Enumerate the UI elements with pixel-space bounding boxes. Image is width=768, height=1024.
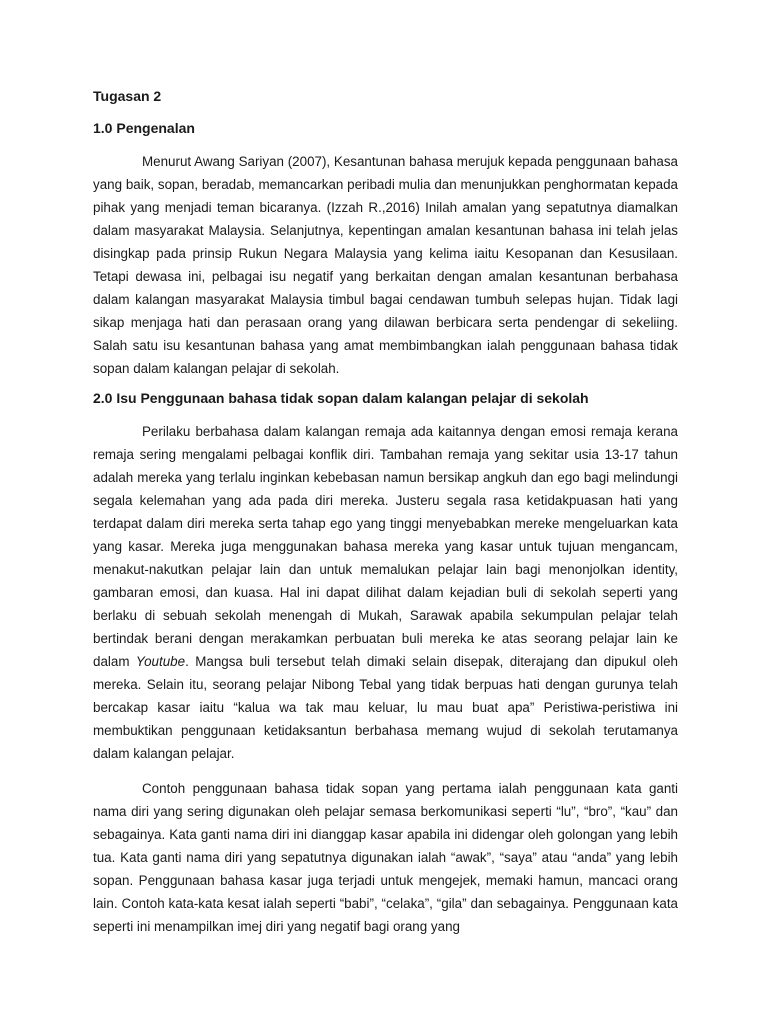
paragraph-contoh: Contoh penggunaan bahasa tidak sopan yang pertama ialah penggunaan kata ganti nama diri yang sering digunakan oleh pelajar semasa berkomunikasi seperti “lu”, “bro”, “kau” dan sebagainya. Kata ganti nama diri ini dianggap kasar apabila ini didengar oleh golongan yang lebih tua. Kata ganti nama diri yang sepatutnya digunakan ialah “awak”, “saya” atau “anda” yang lebih sopan. Penggunaan bahasa kasar juga terjadi untuk mengejek, memaki hamun, mancaci orang lain. Contoh kata-kata kesat ialah seperti “babi”, “celaka”, “gila” dan sebagainya. Penggunaan kata seperti ini menampilkan imej diri yang negatif bagi orang yang <box>93 781 678 934</box>
paragraph-pengenalan: Menurut Awang Sariyan (2007), Kesantunan bahasa merujuk kepada penggunaan bahasa yang baik, sopan, beradab, memancarkan peribadi mulia dan menunjukkan penghormatan kepada pihak yang menjadi teman bicaranya. (Izzah R.,2016) Inilah amalan yang sepatutnya diamalkan dalam masyarakat Malaysia. Selanjutnya, kepentingan amalan kesantunan bahasa ini telah jelas disingkap pada prinsip Rukun Negara Malaysia yang kelima iaitu Kesopanan dan Kesusilaan. Tetapi dewasa ini, pelbagai isu negatif yang berkaitan dengan amalan kesantunan berbahasa dalam kalangan masyarakat Malaysia timbul bagai cendawan tumbuh selepas hujan. Tidak lagi sikap menjaga hati dan perasaan orang yang dilawan berbicara serta pendengar di sekeliing. Salah satu isu kesantunan bahasa yang amat membimbangkan ialah penggunaan bahasa tidak sopan dalam kalangan pelajar di sekolah. <box>93 154 678 376</box>
document-title: Tugasan 2 <box>93 88 162 104</box>
paragraph-perilaku <box>93 420 678 765</box>
paragraph-perilaku-text-b: . Mangsa buli tersebut telah dimaki selain disepak, diterajang dan dipukul oleh mereka. Selain itu, seorang pelajar Nibong Tebal yang tidak berpuas hati dengan gurunya telah bercakap kasar iaitu “kalua wa tak mau keluar, lu mau buat apa” Peristiwa-peristiwa ini membuktikan penggunaan ketidaksantun berbahasa memang wujud di sekolah terutamanya dalam kalangan pelajar. <box>93 654 678 761</box>
section-heading-isu: 2.0 Isu Penggunaan bahasa tidak sopan dalam kalangan pelajar di sekolah <box>93 390 589 406</box>
section-heading-pengenalan: 1.0 Pengenalan <box>93 120 195 136</box>
paragraph-perilaku-text-a: Perilaku berbahasa dalam kalangan remaja ada kaitannya dengan emosi remaja kerana remaja sering mengalami pelbagai konflik diri. Tambahan remaja yang sekitar usia 13-17 tahun adalah mereka yang terlalu inginkan kebebasan namun bersikap angkuh dan ego bagi melindungi segala kelemahan yang ada pada diri mereka. Justeru segala rasa ketidakpuasan hati yang terdapat dalam diri mereka serta tahap ego yang tinggi menyebabkan mereke mengeluarkan kata yang kasar. Mereka juga menggunakan bahasa mereka yang kasar untuk tujuan mengancam, menakut-nakutkan pelajar lain dan untuk memalukan pelajar lain bagi menonjolkan identity, gambaran emosi, dan kuasa. Hal ini dapat dilihat dalam kejadian buli di sekolah seperti yang berlaku di sebuah sekolah menengah di Mukah, Sarawak apabila sekumpulan pelajar telah bertindak berani dengan merakamkan perbuatan buli mereka ke atas seorang pelajar lain ke dalam <box>93 424 678 669</box>
youtube-italic-text: Youtube <box>135 654 186 669</box>
